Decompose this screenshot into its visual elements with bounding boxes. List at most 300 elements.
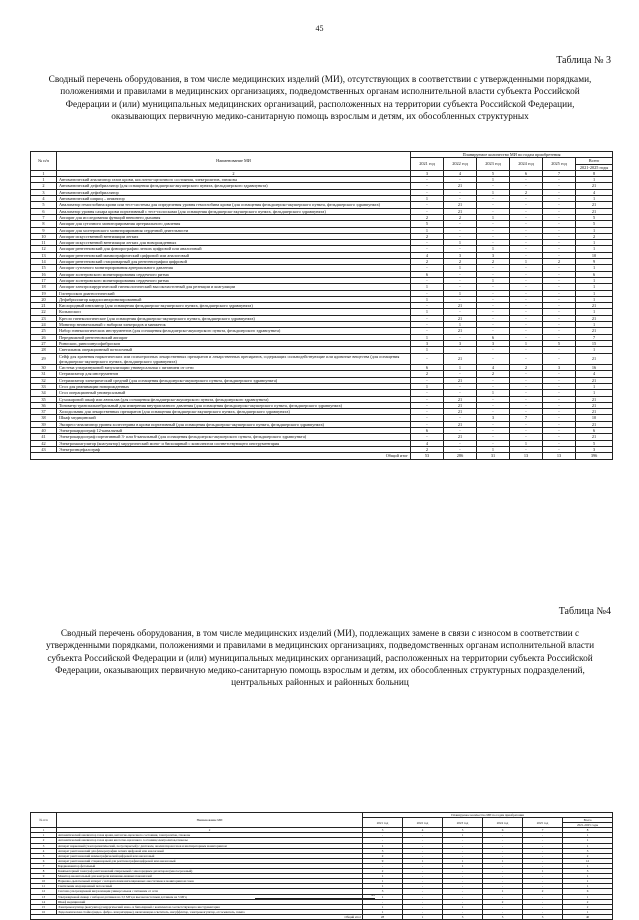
year-cell: - — [483, 904, 523, 909]
year-cell: - — [510, 383, 543, 389]
year-cell: - — [403, 884, 443, 889]
year-cell: 2 — [411, 371, 444, 377]
total-cell: 21 — [576, 353, 613, 365]
row-number: 6 — [31, 208, 57, 214]
year-cell: - — [543, 265, 576, 271]
year-cell: 3 — [543, 365, 576, 371]
year-cell: - — [477, 322, 510, 328]
year-cell: 1 — [363, 904, 403, 909]
year-cell: 4 — [411, 440, 444, 446]
year-cell: - — [510, 396, 543, 402]
year-cell: 1 — [443, 863, 483, 868]
year-cell: - — [411, 265, 444, 271]
year-cell: 2 — [523, 889, 563, 894]
year-cell: - — [477, 328, 510, 334]
year-cell: 1 — [483, 889, 523, 894]
year-cell: 21 — [444, 328, 477, 334]
total-cell: 4 — [576, 189, 613, 195]
year-cell: 2 — [363, 853, 403, 858]
index-cell: 8 — [563, 828, 613, 833]
index-cell: 3 — [363, 828, 403, 833]
device-name: Система ультразвуковой визуализации универсальная с питанием от сети — [57, 889, 363, 894]
year-cell: - — [543, 371, 576, 377]
total-cell: 7 — [576, 334, 613, 340]
device-name: Экспресс-анализатор уровня холестерина в крови портативный (для оснащения фельдшерско-акушерского пункта, фельдшерского здравпункта) — [57, 421, 411, 427]
year-cell: - — [510, 246, 543, 252]
year-cell: - — [510, 252, 543, 258]
year-cell: - — [510, 290, 543, 296]
total-cell: 1 — [563, 838, 613, 843]
year-cell: 1 — [477, 189, 510, 195]
device-name: Аппарат холтеровского мониторирования сердечного ритма — [57, 277, 411, 283]
total-cell: 21 — [576, 421, 613, 427]
year-cell: 21 — [444, 303, 477, 309]
table3-header-year: 2025 год — [543, 158, 576, 171]
row-number: 13 — [31, 252, 57, 258]
index-cell: 8 — [576, 170, 613, 176]
table4-header-name: Наименование МИ — [57, 813, 363, 828]
year-cell: - — [523, 848, 563, 853]
year-cell: - — [510, 183, 543, 189]
year-cell: 21 — [444, 421, 477, 427]
row-number: 8 — [31, 221, 57, 227]
table4-header-year: 2022 год — [403, 818, 443, 828]
table4-header-year: 2023 год — [443, 818, 483, 828]
device-name: Шкаф медицинский — [57, 899, 363, 904]
year-cell: - — [403, 889, 443, 894]
row-number: 22 — [31, 309, 57, 315]
row-number: 21 — [31, 303, 57, 309]
year-cell: - — [444, 415, 477, 421]
device-name: Электроэнцефалограф — [57, 446, 411, 452]
total-cell: 21 — [576, 402, 613, 408]
row-number: 34 — [31, 390, 57, 396]
year-cell: - — [411, 402, 444, 408]
year-cell: 3 — [363, 889, 403, 894]
year-cell: - — [443, 894, 483, 899]
year-cell: - — [510, 227, 543, 233]
year-cell: 4 — [477, 365, 510, 371]
total-cell: 1 — [576, 265, 613, 271]
year-cell: - — [403, 909, 443, 914]
total-cell: 1 — [563, 874, 613, 879]
table4-label: Таблица №4 — [558, 606, 611, 617]
total-cell: 1 — [576, 390, 613, 396]
row-number: 23 — [31, 315, 57, 321]
year-cell: - — [543, 290, 576, 296]
year-cell: 2 — [510, 189, 543, 195]
row-number: 11 — [31, 240, 57, 246]
total-cell: 21 — [576, 328, 613, 334]
year-cell: - — [411, 202, 444, 208]
year-cell: - — [543, 390, 576, 396]
index-cell: 6 — [483, 828, 523, 833]
year-cell: 21 — [444, 183, 477, 189]
row-number: 35 — [31, 396, 57, 402]
year-cell: - — [543, 402, 576, 408]
year-cell: 21 — [444, 434, 477, 440]
year-cell: - — [411, 208, 444, 214]
year-cell: - — [403, 869, 443, 874]
year-cell: - — [510, 402, 543, 408]
table4-header-year: 2024 год — [483, 818, 523, 828]
year-cell: - — [543, 252, 576, 258]
row-number: 5 — [31, 202, 57, 208]
table-row — [31, 208, 613, 214]
year-cell: - — [543, 322, 576, 328]
year-cell: - — [483, 894, 523, 899]
year-cell: 1 — [477, 390, 510, 396]
table3-header-num: № п/п — [31, 152, 57, 171]
year-cell: 1 — [363, 874, 403, 879]
year-cell: - — [443, 843, 483, 848]
table3-header-year: 2021 год — [411, 158, 444, 171]
year-cell: - — [443, 874, 483, 879]
total-cell: 2 — [563, 853, 613, 858]
year-cell: 4 — [411, 252, 444, 258]
year-cell: - — [477, 303, 510, 309]
year-cell: 2 — [444, 259, 477, 265]
total-label: Общий итог — [31, 453, 411, 459]
total-cell: 1 — [576, 196, 613, 202]
year-cell: - — [444, 390, 477, 396]
total-cell: 1 — [576, 277, 613, 283]
year-cell: - — [411, 322, 444, 328]
total-value: 53 — [411, 453, 444, 459]
year-cell: - — [510, 328, 543, 334]
year-cell: - — [403, 894, 443, 899]
year-cell: - — [477, 265, 510, 271]
year-cell: - — [411, 303, 444, 309]
year-cell: - — [510, 177, 543, 183]
year-cell: - — [510, 371, 543, 377]
device-name: Дефибриллятор кардиосинхронизированный — [57, 296, 411, 302]
row-number: 19 — [31, 290, 57, 296]
total-cell: 2 — [576, 233, 613, 239]
row-number: 20 — [31, 296, 57, 302]
year-cell: - — [477, 402, 510, 408]
table-row — [31, 402, 613, 408]
row-number: 41 — [31, 434, 57, 440]
year-cell: - — [543, 233, 576, 239]
year-cell: 1 — [483, 858, 523, 863]
year-cell: - — [477, 240, 510, 246]
year-cell: - — [411, 421, 444, 427]
year-cell: - — [363, 833, 403, 838]
row-number: 32 — [31, 377, 57, 383]
total-row — [31, 914, 613, 919]
year-cell: 1 — [477, 277, 510, 283]
row-number: 16 — [31, 271, 57, 277]
row-number: 3 — [31, 189, 57, 195]
row-number: 40 — [31, 428, 57, 434]
year-cell: - — [363, 863, 403, 868]
year-cell: - — [411, 396, 444, 402]
year-cell: 3 — [477, 340, 510, 346]
year-cell: - — [523, 894, 563, 899]
device-name: Компьютерный томограф рентгеновский спиральный с многорядным детектором (многосрезовый) — [57, 869, 363, 874]
device-name: Аппарат искусственной вентиляции легких — [57, 233, 411, 239]
device-name: Кардиомонитор фетальный — [57, 863, 363, 868]
year-cell: - — [444, 371, 477, 377]
row-number: 14 — [31, 259, 57, 265]
year-cell: - — [543, 409, 576, 415]
total-cell: 1 — [563, 894, 613, 899]
total-cell: 1 — [563, 833, 613, 838]
year-cell: - — [510, 334, 543, 340]
row-number: 31 — [31, 371, 57, 377]
total-value: 1 — [403, 914, 443, 919]
total-cell: 21 — [576, 396, 613, 402]
year-cell: 1 — [523, 869, 563, 874]
row-number: 18 — [31, 284, 57, 290]
device-name: Аппарат для холтеровского мониторирования сердечной деятельности — [57, 227, 411, 233]
year-cell: - — [403, 833, 443, 838]
year-cell: - — [411, 434, 444, 440]
device-name: Холодильник для лекарственных препаратов (для оснащения фельдшерско-акушерского пункта, фельдшерского здравпункта) — [57, 409, 411, 415]
row-number: 4 — [31, 196, 57, 202]
year-cell: - — [510, 377, 543, 383]
total-cell: 1 — [576, 322, 613, 328]
table4-header-planned: Планируемое количество МИ по годам приобретения — [363, 813, 613, 818]
year-cell: - — [411, 377, 444, 383]
year-cell: - — [477, 428, 510, 434]
device-name: Кислородный ингалятор (для оснащения фельдшерско-акушерского пункта, фельдшерского здравпункта) — [57, 303, 411, 309]
device-name: Аппарат для исследования функций внешнего дыхания — [57, 214, 411, 220]
total-cell: 1 — [563, 879, 613, 884]
year-cell: - — [543, 315, 576, 321]
total-value: 31 — [477, 453, 510, 459]
table4-header-total: Всего — [563, 818, 613, 823]
row-number: 42 — [31, 440, 57, 446]
row-number: 5 — [31, 853, 57, 858]
year-cell: 21 — [444, 396, 477, 402]
year-cell: - — [483, 853, 523, 858]
year-cell: - — [543, 208, 576, 214]
row-number: 14 — [31, 899, 57, 904]
total-cell: 1 — [576, 383, 613, 389]
year-cell: - — [510, 265, 543, 271]
year-cell: - — [477, 347, 510, 353]
index-cell: 6 — [510, 170, 543, 176]
year-cell: 6 — [477, 334, 510, 340]
year-cell: - — [477, 233, 510, 239]
row-number: 2 — [31, 838, 57, 843]
row-number: 9 — [31, 227, 57, 233]
device-name: Электрокоагулятор (коагулятор) хирургический моно- и биполярный с комплектом соответствующего инструментария — [57, 904, 363, 909]
year-cell: - — [443, 909, 483, 914]
row-number: 4 — [31, 848, 57, 853]
year-cell: 21 — [444, 202, 477, 208]
year-cell: - — [477, 296, 510, 302]
footer-signature-line: ». — [255, 893, 375, 899]
year-cell: - — [510, 428, 543, 434]
device-name: Светильник операционный потолочный — [57, 884, 363, 889]
year-cell: 3 — [477, 415, 510, 421]
device-name: Система ультразвуковой визуализации универсальная с питанием от сети — [57, 365, 411, 371]
year-cell: - — [477, 227, 510, 233]
year-cell: 1 — [411, 334, 444, 340]
year-cell: - — [477, 183, 510, 189]
year-cell: 1 — [443, 904, 483, 909]
year-cell: - — [543, 353, 576, 365]
row-number: 36 — [31, 402, 57, 408]
year-cell: - — [543, 227, 576, 233]
row-number: 1 — [31, 177, 57, 183]
year-cell: 1 — [363, 879, 403, 884]
row-number: 9 — [31, 874, 57, 879]
row-number: 15 — [31, 904, 57, 909]
year-cell: - — [444, 196, 477, 202]
year-cell: - — [411, 409, 444, 415]
year-cell: - — [510, 284, 543, 290]
total-value: 3 — [523, 914, 563, 919]
year-cell: 1 — [444, 322, 477, 328]
year-cell: 6 — [411, 428, 444, 434]
year-cell: 5 — [411, 221, 444, 227]
total-cell: 3 — [563, 848, 613, 853]
year-cell: - — [510, 446, 543, 452]
year-cell: - — [483, 848, 523, 853]
year-cell: - — [411, 315, 444, 321]
year-cell: - — [477, 208, 510, 214]
total-cell: 4 — [576, 371, 613, 377]
year-cell: 2 — [411, 259, 444, 265]
year-cell: 2 — [411, 446, 444, 452]
year-cell: - — [477, 315, 510, 321]
year-cell: 1 — [411, 383, 444, 389]
year-cell: 5 — [543, 340, 576, 346]
total-cell: 1 — [576, 240, 613, 246]
year-cell: - — [411, 277, 444, 283]
year-cell: - — [444, 334, 477, 340]
year-cell: - — [523, 843, 563, 848]
year-cell: 1 — [363, 843, 403, 848]
year-cell: - — [477, 353, 510, 365]
year-cell: - — [444, 277, 477, 283]
year-cell: 1 — [444, 240, 477, 246]
year-cell: 21 — [444, 377, 477, 383]
device-name: Ультразвуковой сканер с набором датчиков на 3,5 МГц и высокочастотным датчиком на 5 МГц — [57, 894, 363, 899]
device-name: Автоматический дефибриллятор — [57, 189, 411, 195]
index-cell: 7 — [523, 828, 563, 833]
device-name: Набор гинекологических инструментов (для оснащения фельдшерско-акушерского пункта, фельдшерского здравпункта) — [57, 328, 411, 334]
device-name: Анализатор уровня сахара крови портативный с тест-полосками (для оснащения фельдшерско-акушерского пункта, фельдшерского здравпункта) — [57, 208, 411, 214]
year-cell: - — [510, 390, 543, 396]
device-name: Наркозно-дыхательный аппарат с испарителями ингаляционных анестетиков и мониторингом газов — [57, 879, 363, 884]
year-cell: - — [403, 904, 443, 909]
year-cell: - — [403, 838, 443, 843]
year-cell: - — [477, 309, 510, 315]
total-cell: 5 — [576, 221, 613, 227]
total-value: 28 — [363, 914, 403, 919]
year-cell: - — [523, 879, 563, 884]
year-cell: - — [411, 290, 444, 296]
total-cell: 16 — [576, 365, 613, 371]
row-number: 43 — [31, 446, 57, 452]
year-cell: - — [477, 290, 510, 296]
year-cell: - — [543, 202, 576, 208]
total-cell: 1 — [563, 863, 613, 868]
row-number: 30 — [31, 365, 57, 371]
year-cell: - — [543, 334, 576, 340]
device-name: Гистероскоп диагностический — [57, 290, 411, 296]
device-name: Аппарат рентгеновский маммографический цифровой или аналоговый — [57, 252, 411, 258]
table3-header-total: Всего — [576, 158, 613, 164]
total-cell: 1 — [576, 347, 613, 353]
year-cell: - — [510, 240, 543, 246]
page-number: 45 — [315, 24, 324, 33]
device-name: Аппарат суточного мониторирования артериального давления — [57, 265, 411, 271]
total-cell: 1 — [576, 177, 613, 183]
index-cell: 4 — [444, 170, 477, 176]
total-cell: 1 — [563, 884, 613, 889]
row-number: 2 — [31, 183, 57, 189]
year-cell: 6 — [411, 271, 444, 277]
year-cell: - — [523, 904, 563, 909]
table3-body — [31, 170, 613, 459]
year-cell: - — [483, 869, 523, 874]
device-name: Шкаф медицинский — [57, 415, 411, 421]
year-cell: 1 — [477, 246, 510, 252]
year-cell: - — [477, 421, 510, 427]
table4-body — [31, 828, 613, 920]
total-value: 3 — [443, 914, 483, 919]
table4-header-year: 2025 год — [523, 818, 563, 828]
device-name: Стол операционный универсальный — [57, 390, 411, 396]
table3-header-year: 2022 год — [444, 158, 477, 171]
year-cell: 3 — [477, 252, 510, 258]
year-cell: 1 — [411, 347, 444, 353]
total-cell: 9 — [576, 259, 613, 265]
year-cell: 3 — [411, 340, 444, 346]
year-cell: 6 — [411, 365, 444, 371]
year-cell: - — [543, 196, 576, 202]
year-cell: - — [443, 838, 483, 843]
year-cell: 1 — [411, 296, 444, 302]
year-cell: 2 — [477, 371, 510, 377]
year-cell: 1 — [411, 309, 444, 315]
year-cell: - — [543, 303, 576, 309]
device-name: Аппарат рентгеновский стационарный для рентгенографии цифровой или аналоговый — [57, 858, 363, 863]
total-cell: 5 — [576, 214, 613, 220]
total-cell: 3 — [563, 869, 613, 874]
device-name: Монитор неонатальный с набором электродов и манжеток — [57, 322, 411, 328]
year-cell: - — [443, 848, 483, 853]
year-cell: 1 — [411, 284, 444, 290]
year-cell: - — [523, 833, 563, 838]
total-cell: 15 — [576, 340, 613, 346]
total-cell: 21 — [576, 409, 613, 415]
device-name: Автоматический шприц – инжектор — [57, 196, 411, 202]
year-cell: - — [403, 853, 443, 858]
year-cell: - — [483, 863, 523, 868]
year-cell: - — [543, 284, 576, 290]
row-number: 13 — [31, 894, 57, 899]
total-cell: 3 — [576, 446, 613, 452]
device-name: Стерилизатор для инструментов — [57, 371, 411, 377]
year-cell: - — [403, 843, 443, 848]
year-cell: 21 — [444, 315, 477, 321]
row-number: 16 — [31, 909, 57, 914]
year-cell: 2 — [411, 233, 444, 239]
total-cell: 21 — [576, 377, 613, 383]
year-cell: 1 — [363, 884, 403, 889]
year-cell: - — [444, 271, 477, 277]
year-cell: - — [523, 899, 563, 904]
year-cell: - — [363, 899, 403, 904]
index-cell: 3 — [411, 170, 444, 176]
